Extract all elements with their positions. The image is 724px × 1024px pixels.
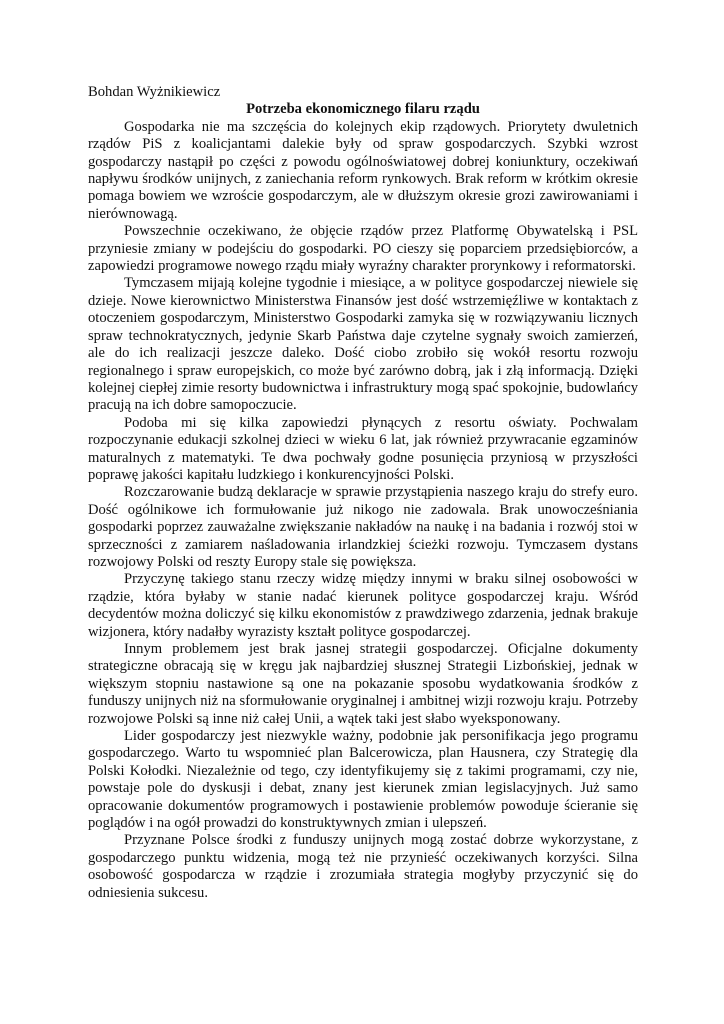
paragraph: Powszechnie oczekiwano, że objęcie rządów przez Platformę Obywatelską i PSL przyniesie zmiany w podejściu do gospodarki. PO cieszy się poparciem przedsiębiorców, a zapowiedzi programowe nowego rządu miały wyraźny charakter prorynkowy i reformatorski. [88,223,638,275]
paragraph: Gospodarka nie ma szczęścia do kolejnych ekip rządowych. Priorytety dwuletnich rządów PiS z koalicjantami dalekie były od spraw gospodarczych. Szybki wzrost gospodarczy nastąpił po części z powodu ogólnoświatowej dobrej koniunktury, oczekiwań napływu środków unijnych, z zaniechania reform rynkowych. Brak reform w krótkim okresie pomaga bowiem we wzroście gospodarczym, ale w dłuższym okresie grozi zawirowaniami i nierównowagą. [88,118,638,222]
paragraph: Tymczasem mijają kolejne tygodnie i miesiące, a w polityce gospodarczej niewiele się dzieje. Nowe kierownictwo Ministerstwa Finansów jest dość wstrzemięźliwe w kontaktach z otoczeniem gospodarczym, Ministerstwo Gospodarki zamyka się w rozwiązywaniu licznych spraw technokratycznych, jedynie Skarb Państwa daje czytelne sygnały swoich zamierzeń, ale do ich realizacji jeszcze daleko. Dość ciobo zrobiło się wokół resortu rozwoju regionalnego i spraw europejskich, co może być zarówno dobrą, jak i złą informacją. Dzięki kolejnej ciepłej zimie resorty budownictwa i infrastruktury mogą spać spokojnie, budowlańcy pracują na ich dobre samopoczucie. [88,275,638,414]
paragraph: Innym problemem jest brak jasnej strategii gospodarczej. Oficjalne dokumenty strategiczne obracają się w kręgu jak najbardziej słusznej Strategii Lizbońskiej, jednak w większym stopniu nastawione są one na pokazanie sposobu wydatkowania środków z funduszy unijnych niż na sformułowanie oryginalnej i ambitnej wizji rozwoju kraju. Potrzeby rozwojowe Polski są inne niż całej Unii, a wątek taki jest słabo wyeksponowany. [88,641,638,727]
paragraph: Lider gospodarczy jest niezwykle ważny, podobnie jak personifikacja jego programu gospodarczego. Warto tu wspomnieć plan Balcerowicza, plan Hausnera, czy Strategię dla Polski Kołodki. Niezależnie od tego, czy identyfikujemy się z takimi programami, czy nie, powstaje pole do dyskusji i debat, znany jest kierunek zmian legislacyjnych. Już samo opracowanie dokumentów programowych i postawienie problemów powoduje ścieranie się poglądów i na ogół prowadzi do konstruktywnych zmian i ulepszeń. [88,728,638,832]
document-page [88,84,638,902]
paragraph: Rozczarowanie budzą deklaracje w sprawie przystąpienia naszego kraju do strefy euro. Dość ogólnikowe ich formułowanie już nikogo nie zadowala. Brak unowocześniania gospodarki poprzez zauważalne zwiększanie nakładów na naukę i na badania i rozwój stoi w sprzeczności z zamiarem naśladowania irlandzkiej ścieżki rozwoju. Tymczasem dystans rozwojowy Polski od reszty Europy stale się powiększa. [88,484,638,570]
author-name: Bohdan Wyżnikiewicz [88,84,221,100]
paragraph: Przyczynę takiego stanu rzeczy widzę między innymi w braku silnej osobowości w rządzie, która byłaby w stanie nadać kierunek polityce gospodarczej kraju. Wśród decydentów można doliczyć się kilku ekonomistów z prawdziwego zdarzenia, jednak brakuje wizjonera, który nadałby wyrazisty kształt polityce gospodarczej. [88,571,638,640]
paragraph: Podoba mi się kilka zapowiedzi płynących z resortu oświaty. Pochwalam rozpoczynanie edukacji szkolnej dzieci w wieku 6 lat, jak również przywracanie egzaminów maturalnych z matematyki. Te dwa pochwały godne posunięcia przyniosą w przyszłości poprawę jakości kapitału ludzkiego i konkurencyjności Polski. [88,414,638,483]
document-title: Potrzeba ekonomicznego filaru rządu [246,101,480,118]
paragraph: Przyznane Polsce środki z funduszy unijnych mogą zostać dobrze wykorzystane, z gospodarczego punktu widzenia, mogą też nie przynieść oczekiwanych korzyści. Silna osobowość gospodarcza w rządzie i zrozumiała strategia mogłyby przyczynić się do odniesienia sukcesu. [88,832,638,901]
